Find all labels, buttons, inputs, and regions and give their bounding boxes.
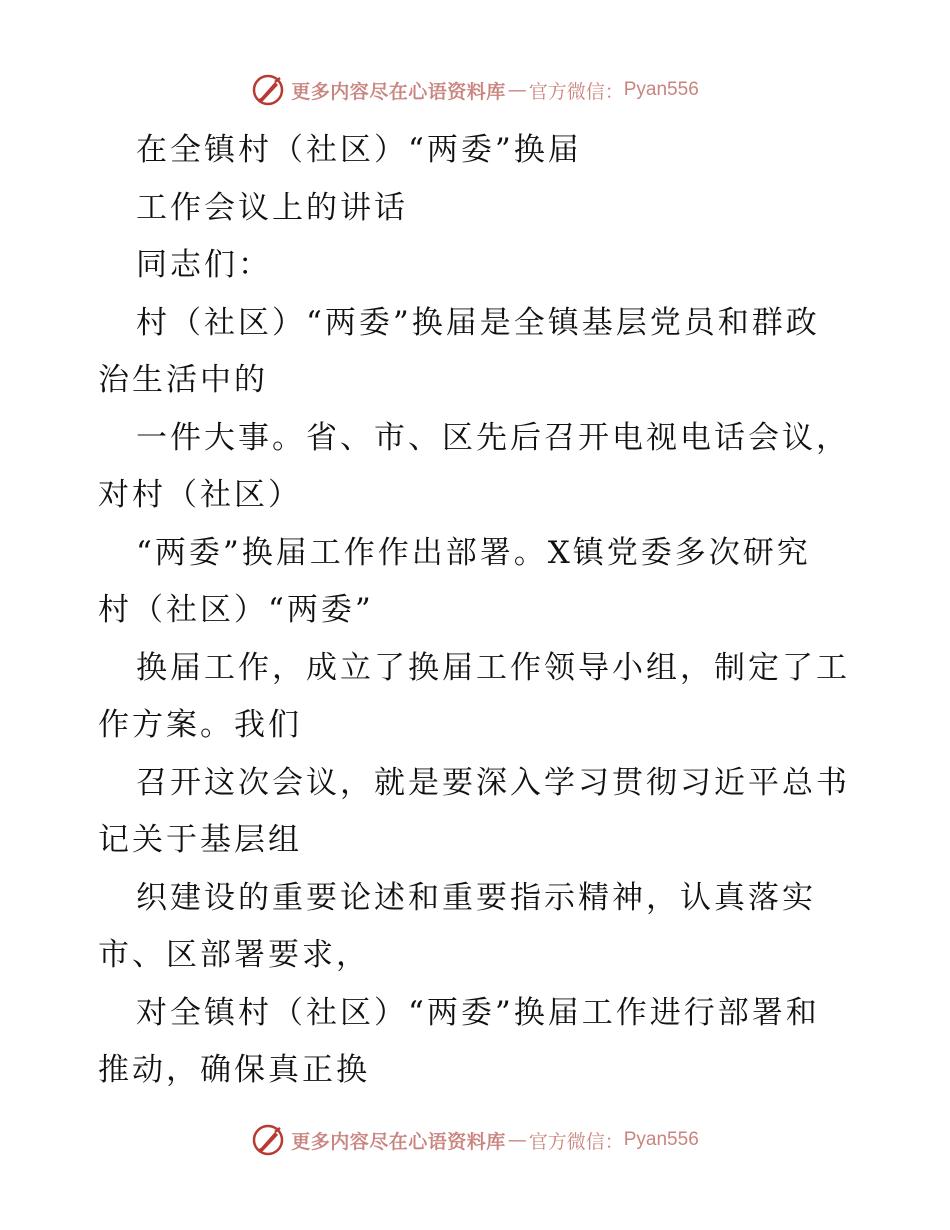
- banner-text: 更多内容尽在心语资料库: [291, 1130, 506, 1153]
- paragraph-line: 一件大事。省、市、区先后召开电视电话会议，: [136, 419, 850, 456]
- paragraph-line: 村（社区）“两委”: [98, 592, 374, 628]
- document-title-line-2: 工作会议上的讲话: [136, 189, 408, 226]
- paragraph-line: 换届工作，成立了换届工作领导小组，制定了工: [136, 649, 850, 686]
- paragraph-line: “两委”换届工作作出部署。X镇党委多次研究: [136, 534, 811, 571]
- banner-wechat-label: 官方微信：: [528, 1130, 624, 1153]
- banner-dash: —: [507, 79, 527, 101]
- banner-text: 更多内容尽在心语资料库: [291, 80, 506, 103]
- footer-banner: [0, 1120, 950, 1160]
- document-body: [98, 122, 858, 1100]
- paragraph-line: 召开这次会议，就是要深入学习贯彻习近平总书: [136, 764, 850, 801]
- document-title-line-1: 在全镇村（社区）“两委”换届: [136, 132, 582, 168]
- banner-dash: —: [507, 1129, 527, 1151]
- paragraph-line: 治生活中的: [98, 362, 268, 398]
- paragraph-line: 对村（社区）: [98, 477, 302, 513]
- paragraph-line: 推动，确保真正换: [98, 1052, 370, 1088]
- salutation: 同志们：: [136, 247, 272, 283]
- quill-logo-icon: [251, 1123, 285, 1157]
- header-banner: [0, 70, 950, 110]
- banner-wechat-id: Pyan556: [623, 79, 699, 100]
- banner-wechat-id: Pyan556: [623, 1129, 699, 1150]
- quill-logo-icon: [251, 73, 285, 107]
- paragraph-line: 对全镇村（社区）“两委”换届工作进行部署和: [136, 994, 820, 1031]
- paragraph-line: 记关于基层组: [98, 822, 302, 858]
- paragraph-line: 市、区部署要求，: [98, 937, 370, 973]
- paragraph-line: 织建设的重要论述和重要指示精神，认真落实: [136, 879, 816, 916]
- banner-wechat-label: 官方微信：: [528, 80, 624, 103]
- paragraph-line: 村（社区）“两委”换届是全镇基层党员和群政: [136, 304, 820, 341]
- paragraph-line: 作方案。我们: [98, 707, 302, 743]
